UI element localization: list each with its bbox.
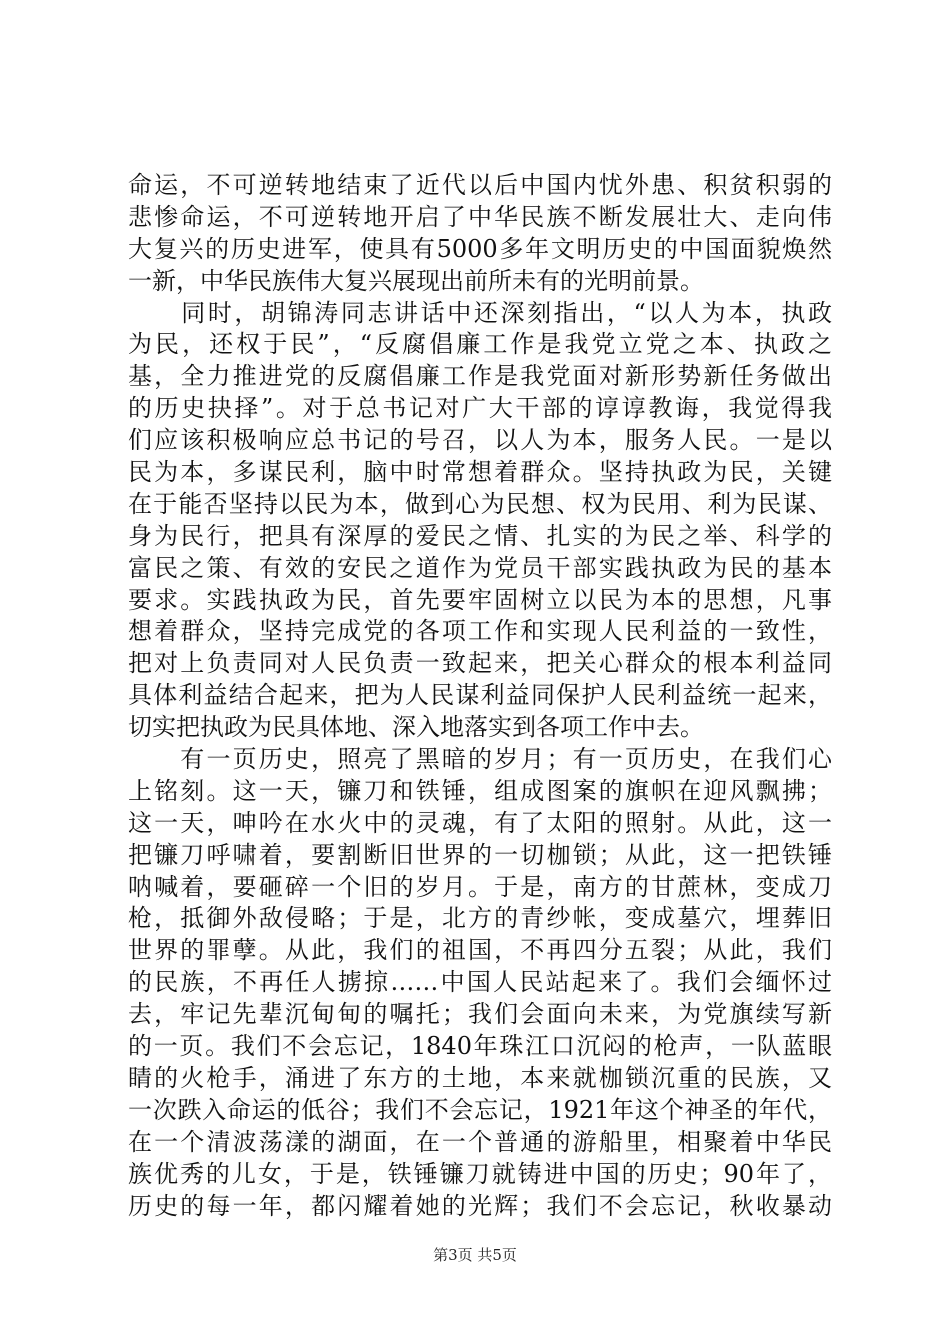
text-line: 富民之策、有效的安民之道作为党员干部实践执政为民的基本 <box>128 553 832 582</box>
text-line: 民为本，多谋民利，脑中时常想着群众。坚持执政为民，关键 <box>128 458 832 487</box>
text-line: 切实把执政为民具体地、深入地落实到各项工作中去。 <box>128 713 704 742</box>
text-line: 呐喊着，要砸碎一个旧的岁月。于是，南方的甘蔗林，变成刀 <box>128 872 832 901</box>
text-line: 的历史抉择”。对于总书记对广大干部的谆谆教诲，我觉得我 <box>128 394 832 423</box>
text-line: 把镰刀呼啸着，要割断旧世界的一切枷锁；从此，这一把铁锤 <box>128 840 832 869</box>
text-line: 枪，抵御外敌侵略；于是，北方的青纱帐，变成墓穴，埋葬旧 <box>128 904 832 933</box>
text-line: 历史的每一年，都闪耀着她的光辉；我们不会忘记，秋收暴动 <box>128 1191 832 1220</box>
text-line: 的民族，不再任人掳掠……中国人民站起来了。我们会缅怀过 <box>128 968 832 997</box>
text-line: 去，牢记先辈沉甸甸的嘱托；我们会面向未来，为党旗续写新 <box>128 1000 832 1029</box>
text-line: 具体利益结合起来，把为人民谋利益同保护人民利益统一起来， <box>128 681 832 710</box>
text-line: 在于能否坚持以民为本，做到心为民想、权为民用、利为民谋、 <box>128 489 832 518</box>
text-line: 上铭刻。这一天，镰刀和铁锤，组成图案的旗帜在迎风飘拂； <box>128 776 832 805</box>
text-line: 把对上负责同对人民负责一致起来，把关心群众的根本利益同 <box>128 649 832 678</box>
text-line: 有一页历史，照亮了黑暗的岁月；有一页历史，在我们心 <box>128 745 832 774</box>
text-line: 族优秀的儿女，于是，铁锤镰刀就铸进中国的历史；90年了， <box>128 1159 832 1188</box>
text-line: 们应该积极响应总书记的号召，以人为本，服务人民。一是以 <box>128 426 832 455</box>
text-line: 想着群众，坚持完成党的各项工作和实现人民利益的一致性， <box>128 617 832 646</box>
text-line: 在一个清波荡漾的湖面，在一个普通的游船里，相聚着中华民 <box>128 1127 832 1156</box>
text-line: 同时，胡锦涛同志讲话中还深刻指出，“以人为本，执政 <box>128 298 832 327</box>
text-line: 一新，中华民族伟大复兴展现出前所未有的光明前景。 <box>128 266 704 295</box>
text-line: 要求。实践执政为民，首先要牢固树立以民为本的思想，凡事 <box>128 585 832 614</box>
text-line: 命运，不可逆转地结束了近代以后中国内忧外患、积贫积弱的 <box>128 171 832 199</box>
text-line: 大复兴的历史进军，使具有5000多年文明历史的中国面貌焕然 <box>128 234 832 263</box>
document-body <box>128 170 832 1222</box>
text-line: 一次跌入命运的低谷；我们不会忘记，1921年这个神圣的年代， <box>128 1095 832 1124</box>
text-line: 这一天，呻吟在水火中的灵魂，有了太阳的照射。从此，这一 <box>128 808 832 837</box>
text-line: 世界的罪孽。从此，我们的祖国，不再四分五裂；从此，我们 <box>128 936 832 965</box>
page-number-footer: 第3页 共5页 <box>433 1246 517 1264</box>
text-line: 身为民行，把具有深厚的爱民之情、扎实的为民之举、科学的 <box>128 521 832 550</box>
text-line: 的一页。我们不会忘记，1840年珠江口沉闷的枪声，一队蓝眼 <box>128 1032 832 1061</box>
text-line: 睛的火枪手，涌进了东方的土地，本来就枷锁沉重的民族，又 <box>128 1063 832 1092</box>
text-line: 基，全力推进党的反腐倡廉工作是我党面对新形势新任务做出 <box>128 362 832 391</box>
text-line: 为民，还权于民”，“反腐倡廉工作是我党立党之本、执政之 <box>128 330 832 359</box>
text-line: 悲惨命运，不可逆转地开启了中华民族不断发展壮大、走向伟 <box>128 202 832 231</box>
